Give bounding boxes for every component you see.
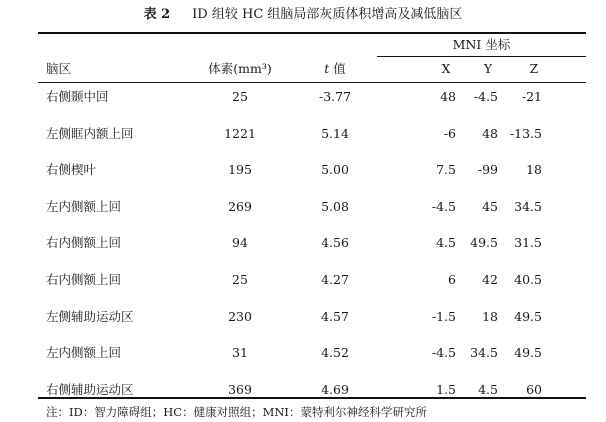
- row-mni-y: 4.5: [478, 382, 498, 397]
- row-mni-z: 49.5: [514, 309, 542, 324]
- table-caption: [0, 3, 606, 22]
- top-rule: [38, 32, 586, 34]
- row-mni-z: 31.5: [514, 235, 542, 250]
- row-mni-y: 42: [482, 272, 498, 287]
- bottom-rule: [38, 397, 586, 399]
- row-volume: 269: [228, 199, 252, 214]
- row-region: 右侧颞中回: [46, 89, 109, 104]
- row-mni-x: 6: [448, 272, 456, 287]
- row-mni-y: -4.5: [473, 89, 498, 104]
- header-t-symbol: t: [324, 61, 330, 76]
- row-region: 右侧楔叶: [46, 162, 97, 177]
- row-region: 右侧辅助运动区: [46, 382, 134, 397]
- table-label: 表 2: [143, 7, 171, 22]
- row-volume: 31: [232, 345, 248, 360]
- row-region: 右内侧额上回: [46, 235, 122, 250]
- row-region: 左侧辅助运动区: [46, 309, 134, 324]
- row-mni-x: -4.5: [431, 199, 456, 214]
- row-volume: 369: [228, 382, 252, 397]
- header-z: Z: [529, 61, 539, 76]
- row-mni-z: -13.5: [509, 126, 542, 141]
- header-mni: MNI 坐标: [452, 37, 511, 52]
- row-mni-y: 49.5: [470, 235, 498, 250]
- header-y: Y: [483, 61, 493, 76]
- row-region: 左内侧额上回: [46, 199, 122, 214]
- row-mni-z: 34.5: [514, 199, 542, 214]
- row-mni-z: 40.5: [514, 272, 542, 287]
- header-rule: [38, 82, 586, 83]
- row-t-value: 4.69: [321, 382, 349, 397]
- row-mni-z: 60: [526, 382, 542, 397]
- row-mni-x: 4.5: [436, 235, 456, 250]
- row-mni-y: 34.5: [470, 345, 498, 360]
- header-t-value: [290, 63, 380, 76]
- row-t-value: 4.56: [321, 235, 349, 250]
- header-region: 脑区: [46, 61, 72, 76]
- row-volume: 195: [228, 162, 252, 177]
- table-note: 注：ID：智力障碍组；HC：健康对照组；MNI：蒙特利尔神经科学研究所: [46, 405, 427, 419]
- row-t-value: 5.08: [321, 199, 349, 214]
- row-mni-z: 18: [526, 162, 542, 177]
- row-t-value: 4.27: [321, 272, 349, 287]
- row-volume: 25: [232, 272, 248, 287]
- row-mni-x: -6: [443, 126, 456, 141]
- row-t-value: 4.52: [321, 345, 349, 360]
- row-region: 左侧眶内额上回: [46, 126, 134, 141]
- row-mni-z: 49.5: [514, 345, 542, 360]
- row-mni-x: 1.5: [436, 382, 456, 397]
- row-volume: 230: [228, 309, 252, 324]
- row-t-value: 4.57: [321, 309, 349, 324]
- row-mni-y: 18: [482, 309, 498, 324]
- row-volume: 94: [232, 235, 248, 250]
- header-volume: 体素(mm³): [208, 61, 272, 76]
- row-region: 右内侧额上回: [46, 272, 122, 287]
- table-title: ID 组较 HC 组脑局部灰质体积增高及减低脑区: [192, 7, 463, 22]
- header-x: X: [441, 61, 451, 76]
- row-region: 左内侧额上回: [46, 345, 122, 360]
- row-t-value: 5.14: [321, 126, 349, 141]
- row-t-value: -3.77: [318, 89, 352, 104]
- row-mni-x: -1.5: [431, 309, 456, 324]
- row-mni-x: -4.5: [431, 345, 456, 360]
- row-volume: 25: [232, 89, 248, 104]
- row-mni-y: 45: [482, 199, 498, 214]
- row-mni-y: -99: [477, 162, 498, 177]
- row-mni-y: 48: [482, 126, 498, 141]
- row-mni-x: 7.5: [436, 162, 456, 177]
- row-mni-z: -21: [521, 89, 542, 104]
- row-mni-x: 48: [440, 89, 456, 104]
- mni-rule: [377, 56, 586, 57]
- row-t-value: 5.00: [321, 162, 349, 177]
- header-t-suffix: 值: [329, 61, 346, 76]
- row-volume: 1221: [224, 126, 256, 141]
